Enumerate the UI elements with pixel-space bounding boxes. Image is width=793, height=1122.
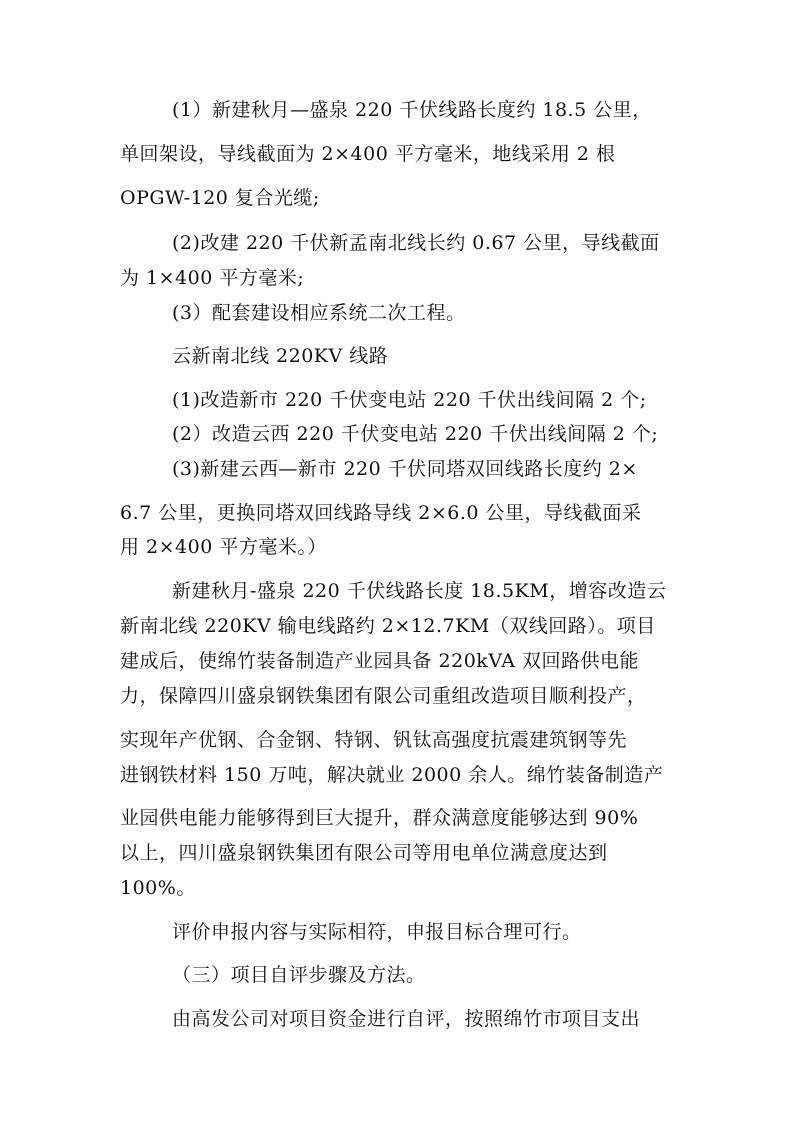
- text-line: 业园供电能力能够得到巨大提升，群众满意度能够达到 90%: [120, 807, 639, 829]
- text-line: 单回架设，导线截面为 2×400 平方毫米，地线采用 2 根: [120, 143, 616, 165]
- text-line: 100%。: [120, 877, 196, 899]
- text-line: 新南北线 220KV 输电线路约 2×12.7KM（双线回路）。项目: [120, 615, 656, 637]
- text-line: 力，保障四川盛泉钢铁集团有限公司重组改造项目顺利投产，: [120, 685, 647, 707]
- text-line: 进钢铁材料 150 万吨，解决就业 2000 余人。绵竹装备制造产: [120, 764, 664, 786]
- text-line: OPGW-120 复合光缆;: [120, 187, 320, 209]
- text-line: （三）项目自评步骤及方法。: [172, 964, 426, 986]
- text-line: 云新南北线 220KV 线路: [172, 345, 389, 367]
- text-line: (2）改造云西 220 千伏变电站 220 千伏出线间隔 2 个;: [172, 423, 659, 445]
- text-line: (1）新建秋月—盛泉 220 千伏线路长度约 18.5 公里，: [172, 99, 652, 121]
- text-line: 实现年产优钢、合金钢、特钢、钒钛高强度抗震建筑钢等先: [120, 729, 628, 751]
- text-line: 由高发公司对项目资金进行自评，按照绵竹市项目支出: [172, 1008, 641, 1030]
- text-line: 建成后，使绵竹装备制造产业园具备 220kVA 双回路供电能: [120, 650, 640, 672]
- text-line: 新建秋月-盛泉 220 千伏线路长度 18.5KM，增容改造云: [172, 580, 667, 602]
- text-line: (3）配套建设相应系统二次工程。: [172, 302, 466, 324]
- text-line: 6.7 公里，更换同塔双回线路导线 2×6.0 公里，导线截面采: [120, 502, 642, 524]
- text-line: 为 1×400 平方毫米;: [120, 267, 305, 289]
- text-line: (1)改造新市 220 千伏变电站 220 千伏出线间隔 2 个;: [172, 389, 647, 411]
- text-line: 以上，四川盛泉钢铁集团有限公司等用电单位满意度达到: [120, 842, 608, 864]
- text-line: 用 2×400 平方毫米。）: [120, 536, 327, 558]
- text-line: (3)新建云西—新市 220 千伏同塔双回线路长度约 2×: [172, 458, 638, 480]
- text-line: (2)改建 220 千伏新孟南北线长约 0.67 公里，导线截面: [172, 232, 660, 254]
- text-line: 评价申报内容与实际相符，申报目标合理可行。: [172, 921, 582, 943]
